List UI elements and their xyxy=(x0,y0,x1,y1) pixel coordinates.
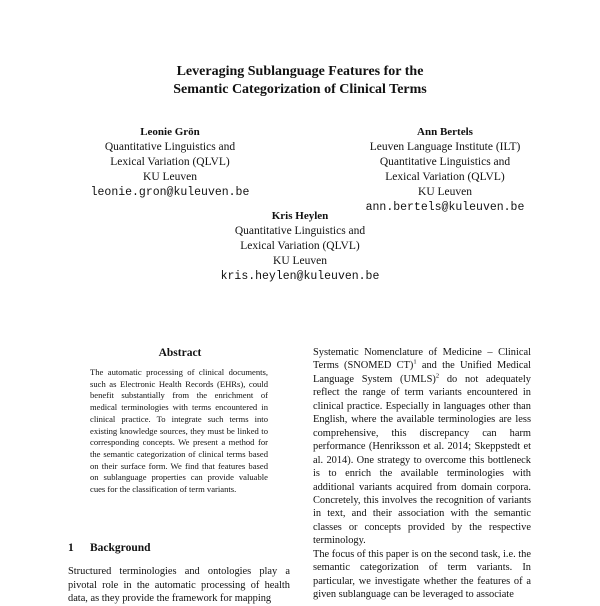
title-line-1: Leveraging Sublanguage Features for the xyxy=(176,64,424,79)
section-heading xyxy=(68,542,288,554)
author-affiliation: Quantitative Linguistics and xyxy=(104,141,236,153)
author-block-bertels xyxy=(340,125,550,215)
author-name: Kris Heylen xyxy=(271,210,329,222)
author-affiliation: KU Leuven xyxy=(143,171,197,183)
paragraph xyxy=(313,346,531,548)
author-affiliation: Quantitative Linguistics and xyxy=(234,225,366,237)
author-affiliation: Leuven Language Institute (ILT) xyxy=(369,141,521,153)
author-email: ann.bertels@kuleuven.be xyxy=(365,201,525,214)
author-affiliation: Lexical Variation (QLVL) xyxy=(240,240,360,252)
author-affiliation: Quantitative Linguistics and xyxy=(379,156,511,168)
author-affiliation: KU Leuven xyxy=(418,186,472,198)
section-title: Background xyxy=(90,542,151,554)
author-email: leonie.gron@kuleuven.be xyxy=(90,186,250,199)
author-block-gron xyxy=(65,125,275,200)
author-block-heylen xyxy=(195,209,405,284)
footnote-marker: 1 xyxy=(413,358,417,366)
section-number: 1 xyxy=(68,542,74,554)
text-run: Systematic Nomenclature of Medicine – Clinical Terms (SNOMED CT) xyxy=(313,347,531,372)
author-name: Leonie Grön xyxy=(140,126,200,138)
author-affiliation: Lexical Variation (QLVL) xyxy=(385,171,505,183)
author-name: Ann Bertels xyxy=(417,126,473,138)
abstract-heading: Abstract xyxy=(158,347,202,359)
right-column-text xyxy=(313,346,531,602)
abstract-text: The automatic processing of clinical documents, such as Electronic Health Records (EHRs), could benefit substantially from the enrichment of medical terminologies with terms encountered in clinical practice. To integrate such terms into existing knowledge sources, they must be linked to corresponding concepts. We present a method for the semantic categorization of clinical terms based on their surface form. We find that features based on sublanguage properties can provide valuable cues for the classification of term variants. xyxy=(90,367,268,495)
paper-title xyxy=(100,63,500,99)
text-run: do not adequately reflect the range of term variants encountered in clinical practice. Especially in languages other than English, where the available terminologies are less comprehensive, this discrepancy can harm performance (Henriksson et al. 2014; Skeppstedt et al. 2014). One strategy to overcome this bottleneck is to enrich the available terminologies with additional variants acquired from domain corpora. Concretely, this involves the recognition of variants in text, and their association with the semantic classes or concepts provided by the respective terminology. xyxy=(313,373,531,547)
title-line-2: Semantic Categorization of Clinical Terms xyxy=(173,82,427,97)
footnote-marker: 2 xyxy=(435,372,440,380)
text-run: and the Unified Medical Language System (UMLS) xyxy=(313,360,532,385)
author-affiliation: Lexical Variation (QLVL) xyxy=(110,156,230,168)
author-affiliation: KU Leuven xyxy=(273,255,327,267)
author-email: kris.heylen@kuleuven.be xyxy=(220,270,380,283)
paragraph: The focus of this paper is on the second task, i.e. the semantic categorization of term variants. In particular, we investigate whether the features of a given sublanguage can be leveraged to associate xyxy=(313,548,531,601)
section-body-text: Structured terminologies and ontologies play a pivotal role in the automatic processing of health data, as they provide the framework for mapping xyxy=(68,566,290,604)
